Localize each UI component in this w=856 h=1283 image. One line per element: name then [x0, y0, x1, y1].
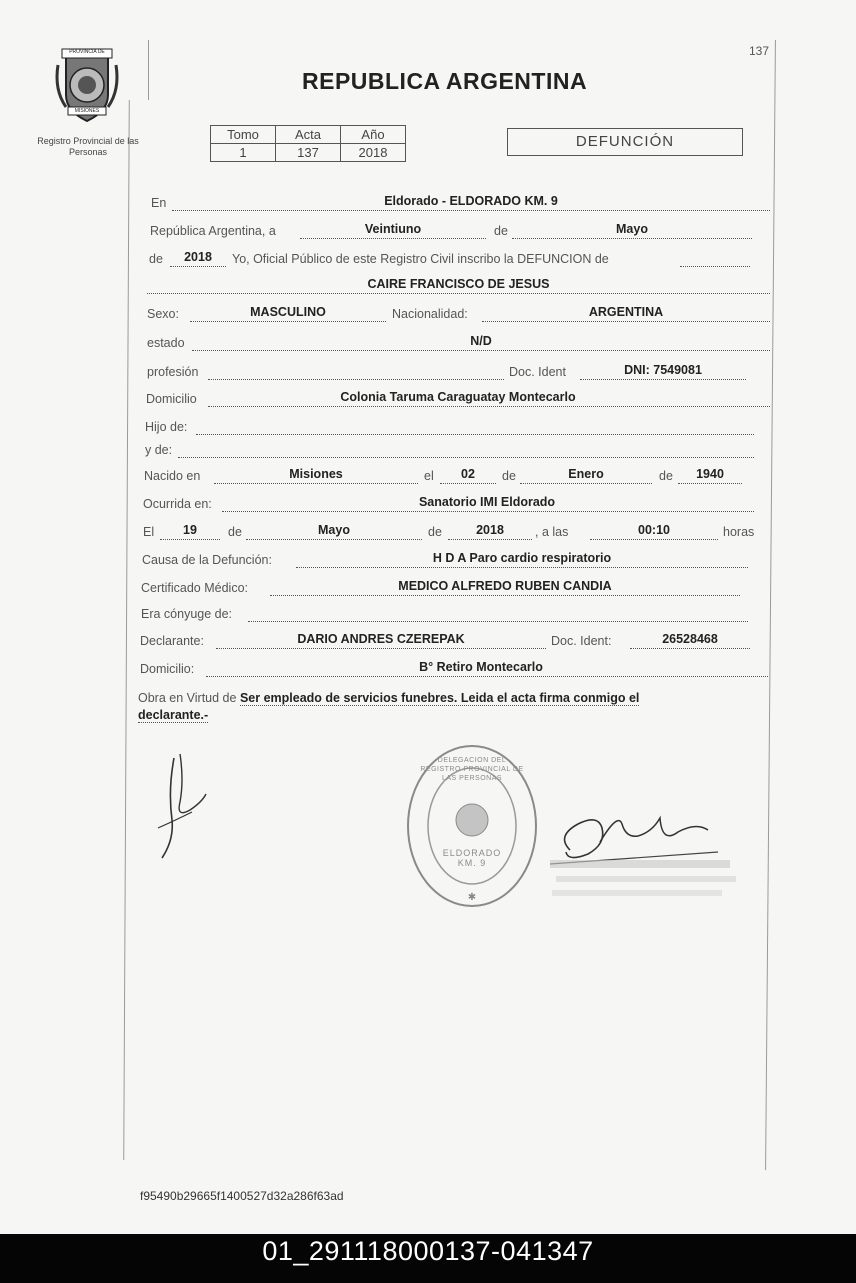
certificado-dots — [270, 595, 740, 596]
anio-header: Año — [341, 126, 406, 144]
fecha-de2-label: de — [428, 525, 442, 539]
fecha-time-dots — [590, 539, 718, 540]
row-en — [0, 194, 856, 214]
certificado-label: Certificado Médico: — [141, 581, 248, 595]
crest-bottom-text: MISIONES — [74, 108, 100, 114]
estado-label: estado — [147, 336, 185, 350]
deceased-dots — [147, 293, 770, 294]
row-republica — [0, 222, 856, 242]
declarante-doc-label: Doc. Ident: — [551, 634, 612, 648]
profesion-label: profesión — [147, 365, 199, 379]
estado-value: N/D — [470, 334, 492, 348]
tomo-header: Tomo — [211, 126, 276, 144]
row-conyuge — [0, 605, 856, 625]
record-type-box: DEFUNCIÓN — [507, 128, 743, 156]
domicilio2-dots — [206, 676, 768, 677]
stamp-inner-text: ELDORADO KM. 9 — [442, 848, 502, 868]
nacido-month-dots — [520, 483, 652, 484]
anio-value: 2018 — [341, 144, 406, 162]
fecha-alas-label: , a las — [535, 525, 569, 539]
nacido-month: Enero — [568, 467, 604, 481]
day-value: Veintiuno — [364, 222, 422, 236]
month-value: Mayo — [616, 222, 648, 236]
republica-label: República Argentina, a — [150, 224, 276, 238]
declarant-signature — [150, 750, 220, 865]
nacido-el-label: el — [424, 469, 434, 483]
row-sexo — [0, 305, 856, 325]
inscribo-text: Yo, Oficial Público de este Registro Civil inscribo la DEFUNCION de — [232, 252, 609, 266]
row-domicilio — [0, 390, 856, 410]
declarante-doc-value: 26528468 — [662, 632, 718, 646]
year-de-label: de — [149, 252, 163, 266]
year-value: 2018 — [184, 250, 212, 264]
fecha-year: 2018 — [476, 523, 504, 537]
row-nacido — [0, 467, 856, 487]
row-estado — [0, 334, 856, 354]
yde-label: y de: — [145, 443, 173, 457]
acta-value: 137 — [276, 144, 341, 162]
row-deceased — [0, 277, 856, 297]
fecha-year-dots — [448, 539, 532, 540]
official-signature — [548, 802, 748, 912]
en-value: Eldorado - ELDORADO KM. 9 — [384, 194, 558, 208]
ocurrida-dots — [222, 511, 754, 512]
en-dots — [172, 210, 770, 211]
ocurrida-value: Sanatorio IMI Eldorado — [418, 495, 556, 509]
stamp-ring-text: DELEGACION DEL REGISTRO PROVINCIAL DE LAS PERSONAS — [420, 757, 524, 782]
fecha-el-label: El — [143, 525, 155, 539]
causa-dots — [296, 567, 748, 568]
row-ocurrida — [0, 495, 856, 515]
nacionalidad-dots — [482, 321, 770, 322]
row-hijo — [0, 418, 856, 438]
nacido-year: 1940 — [696, 467, 724, 481]
fecha-de1-label: de — [228, 525, 242, 539]
document-hash: f95490b29665f1400527d32a286f63ad — [140, 1189, 344, 1203]
acta-header: Acta — [276, 126, 341, 144]
nacido-label: Nacido en — [144, 469, 201, 483]
nacido-day-dots — [440, 483, 496, 484]
row-year — [0, 250, 856, 270]
fecha-day: 19 — [183, 523, 197, 537]
causa-value: H D A Paro cardio respiratorio — [432, 551, 612, 565]
domicilio2-value: B° Retiro Montecarlo — [419, 660, 543, 674]
left-margin-line — [148, 40, 149, 100]
en-label: En — [151, 196, 167, 210]
row-domicilio-declarante — [0, 660, 856, 680]
page-number: 137 — [749, 44, 770, 58]
hijo-dots — [196, 434, 754, 435]
official-stamp — [402, 740, 542, 912]
domicilio-label: Domicilio — [146, 392, 197, 406]
province-crest — [52, 45, 122, 125]
declarante-dots — [216, 648, 546, 649]
fecha-time: 00:10 — [638, 523, 670, 537]
obra-value-line2: declarante.- — [138, 708, 209, 722]
nacido-de2-label: de — [659, 469, 673, 483]
sexo-dots — [190, 321, 386, 322]
svg-text:✱: ✱ — [467, 892, 477, 903]
profesion-doc-label: Doc. Ident — [509, 365, 566, 379]
nacido-place: Misiones — [289, 467, 343, 481]
domicilio-value: Colonia Taruma Caraguatay Montecarlo — [340, 390, 576, 404]
domicilio-dots — [208, 406, 770, 407]
declarante-label: Declarante: — [140, 634, 204, 648]
obra-paragraph — [138, 690, 766, 724]
nacido-day: 02 — [461, 467, 475, 481]
ocurrida-label: Ocurrida en: — [143, 497, 212, 511]
fecha-day-dots — [160, 539, 220, 540]
document-code: 01_291118000137-041347 — [262, 1236, 594, 1266]
declarante-value: DARIO ANDRES CZEREPAK — [297, 632, 465, 646]
fecha-month: Mayo — [318, 523, 350, 537]
row-certificado — [0, 579, 856, 599]
inscribo-dots — [680, 266, 750, 267]
day-dots — [300, 238, 486, 239]
estado-dots — [192, 350, 770, 351]
fecha-horas-label: horas — [723, 525, 755, 539]
crest-top-text: PROVINCIA DE — [69, 49, 105, 55]
declarante-doc-dots — [630, 648, 750, 649]
record-table-header-row — [211, 126, 406, 144]
year-dots — [170, 266, 226, 267]
obra-label: Obra en Virtud de — [138, 691, 237, 705]
causa-label: Causa de la Defunción: — [142, 553, 272, 567]
sexo-value: MASCULINO — [250, 305, 326, 319]
certificado-value: MEDICO ALFREDO RUBEN CANDIA — [398, 579, 612, 593]
profesion-doc-dots — [580, 379, 746, 380]
nacido-de1-label: de — [502, 469, 516, 483]
record-table — [210, 125, 406, 162]
fecha-month-dots — [246, 539, 422, 540]
domicilio2-label: Domicilio: — [140, 662, 195, 676]
page-title: REPUBLICA ARGENTINA — [302, 68, 588, 94]
tomo-value: 1 — [211, 144, 276, 162]
month-dots — [512, 238, 752, 239]
row-yde — [0, 441, 856, 461]
registry-name: Registro Provincial de las Personas — [37, 136, 139, 157]
nacionalidad-label: Nacionalidad: — [392, 307, 468, 321]
republica-de-label: de — [494, 224, 508, 238]
conyuge-label: Era cónyuge de: — [141, 607, 233, 621]
nacido-year-dots — [678, 483, 742, 484]
nacido-place-dots — [214, 483, 418, 484]
row-causa — [0, 551, 856, 571]
nacionalidad-value: ARGENTINA — [588, 305, 664, 319]
profesion-dots — [208, 379, 504, 380]
deceased-name: CAIRE FRANCISCO DE JESUS — [367, 277, 550, 291]
obra-value-line1: Ser empleado de servicios funebres. Leida el acta firma conmigo el — [239, 691, 640, 705]
profesion-doc-value: DNI: 7549081 — [624, 363, 702, 377]
yde-dots — [178, 457, 754, 458]
row-profesion — [0, 363, 856, 383]
sexo-label: Sexo: — [147, 307, 179, 321]
row-declarante — [0, 632, 856, 652]
hijo-label: Hijo de: — [145, 420, 188, 434]
record-table-value-row — [211, 144, 406, 162]
conyuge-dots — [248, 621, 748, 622]
row-fecha — [0, 523, 856, 543]
